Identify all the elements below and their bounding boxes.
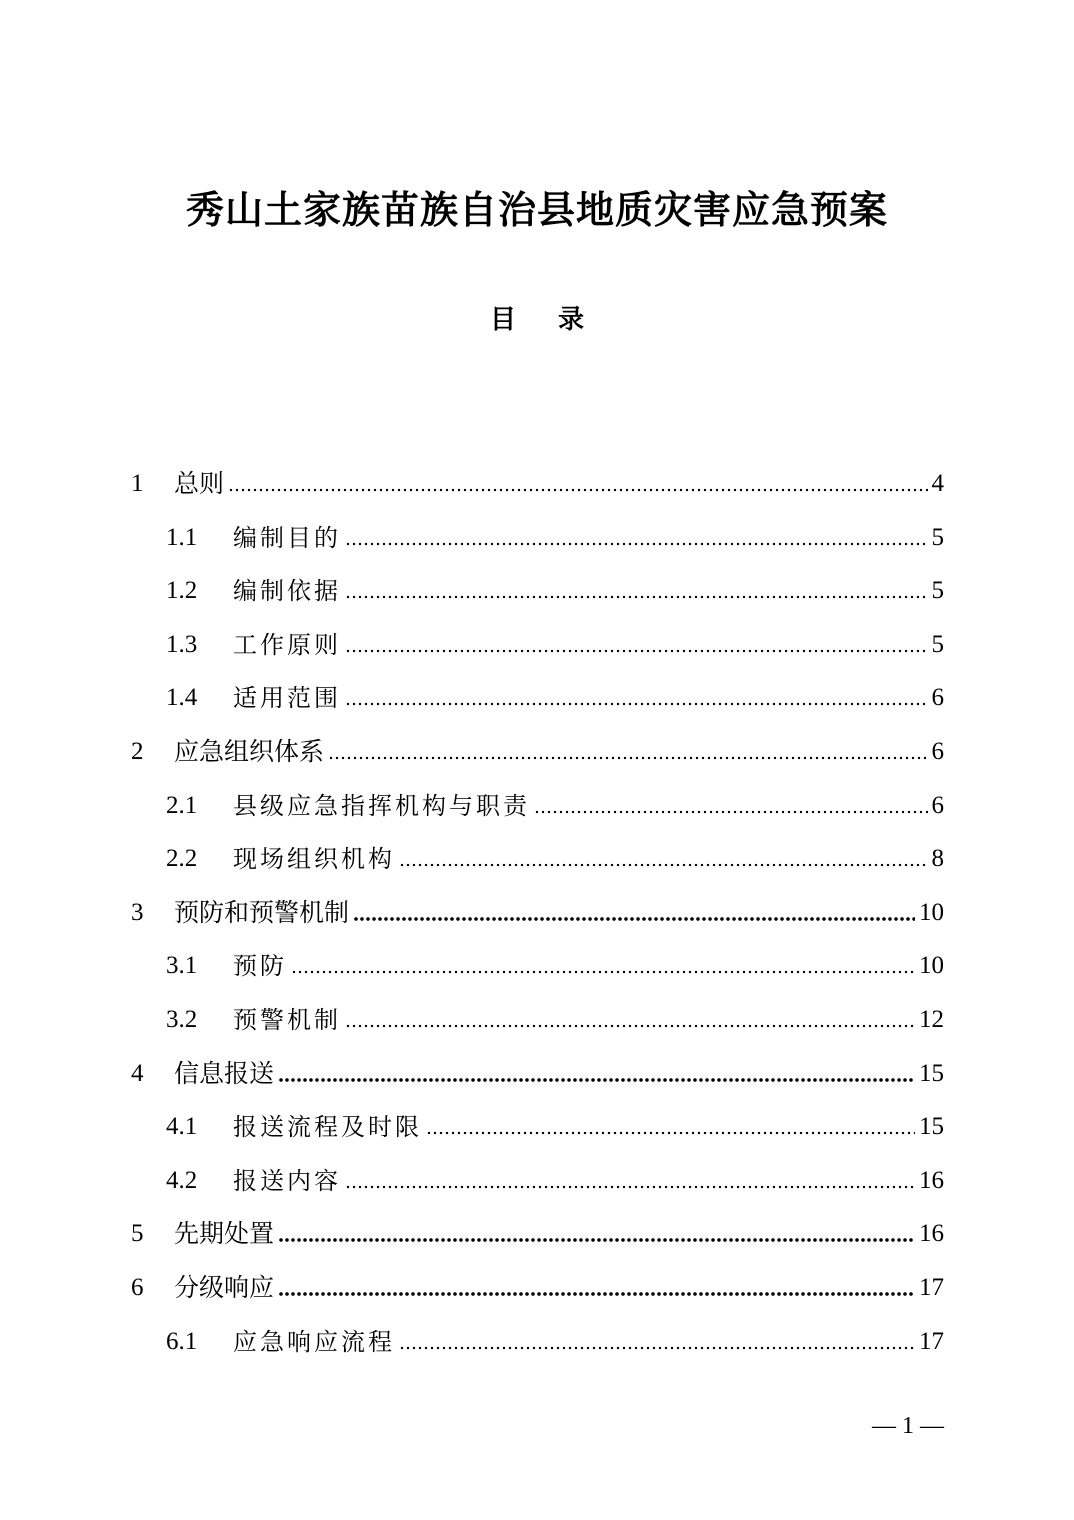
toc-entry-number: 1.4	[166, 684, 198, 712]
toc-entry-page: 5	[931, 630, 944, 658]
toc-entry-number: 1.1	[166, 523, 198, 551]
toc-entry-page: 17	[919, 1274, 944, 1301]
toc-entry-title: 信息报送	[174, 1058, 275, 1088]
toc-entry-page: 6	[931, 738, 944, 765]
toc-entry-number: 1.2	[166, 577, 198, 605]
toc-entry-title: 编制依据	[233, 577, 341, 606]
toc-entry-number: 1.3	[166, 630, 198, 658]
toc-entry-page: 10	[919, 898, 944, 926]
toc-entry-page: 4	[931, 470, 944, 497]
toc-dot-leader	[345, 1185, 915, 1189]
toc-entry-number: 3.1	[166, 952, 198, 980]
toc-entry-number: 4.2	[166, 1166, 198, 1194]
toc-entry-number: 6	[131, 1274, 144, 1301]
toc-entry[interactable]	[166, 942, 944, 982]
toc-entry-title: 应急组织体系	[174, 737, 325, 766]
toc-entry-title: 预防	[233, 952, 287, 981]
toc-entry[interactable]	[131, 728, 944, 768]
toc-dot-leader	[345, 542, 928, 546]
toc-entry[interactable]	[166, 782, 944, 822]
toc-dot-leader	[399, 863, 928, 867]
toc-entry-number: 2	[131, 738, 144, 765]
toc-dot-leader	[345, 649, 928, 653]
toc-entry-number: 5	[131, 1220, 144, 1248]
toc-entry-page: 17	[919, 1327, 944, 1355]
toc-entry-title: 县级应急指挥机构与职责	[233, 791, 530, 820]
toc-dot-leader	[345, 1024, 915, 1028]
toc-dot-leader	[228, 488, 927, 492]
toc-entry-page: 5	[931, 577, 944, 605]
toc-entry[interactable]	[166, 1318, 944, 1358]
toc-dot-leader	[278, 1238, 915, 1242]
document-title: 秀山土家族苗族自治县地质灾害应急预案	[185, 187, 888, 232]
toc-entry-title: 适用范围	[233, 684, 341, 713]
toc-entry-page: 6	[931, 684, 944, 712]
toc-entry[interactable]	[131, 1210, 944, 1250]
toc-dot-leader	[345, 702, 928, 706]
toc-dot-leader	[353, 917, 915, 921]
toc-entry-title: 预防和预警机制	[174, 897, 350, 927]
toc-dot-leader	[328, 756, 927, 760]
toc-entry-number: 4	[131, 1059, 144, 1087]
toc-entry[interactable]	[166, 1157, 944, 1197]
toc-entry-number: 3	[131, 898, 144, 926]
toc-entry-page: 5	[931, 523, 944, 551]
toc-entry-number: 2.1	[166, 791, 198, 819]
toc-dot-leader	[534, 810, 928, 814]
toc-entry-page: 16	[919, 1166, 944, 1194]
toc-entry-page: 12	[919, 1006, 944, 1033]
toc-entry-title: 分级响应	[174, 1273, 275, 1302]
toc-dot-leader	[399, 1346, 915, 1350]
toc-entry[interactable]	[166, 567, 944, 607]
toc-entry-number: 6.1	[166, 1327, 198, 1355]
toc-entry[interactable]	[131, 889, 944, 929]
toc-entry-number: 4.1	[166, 1113, 198, 1141]
toc-dot-leader	[291, 970, 915, 974]
toc-entry-title: 报送流程及时限	[233, 1113, 422, 1142]
toc-entry[interactable]	[131, 460, 944, 500]
toc-entry[interactable]	[166, 1103, 944, 1143]
toc-entry-title: 报送内容	[233, 1166, 341, 1195]
toc-entry-page: 16	[919, 1220, 944, 1248]
toc-entry-title: 工作原则	[233, 630, 341, 659]
toc-entry[interactable]	[166, 835, 944, 875]
toc-entry-title: 现场组织机构	[233, 845, 395, 874]
toc-entry[interactable]	[166, 514, 944, 554]
toc-entry[interactable]	[131, 1264, 944, 1304]
toc-entry-page: 6	[931, 791, 944, 819]
toc-entry-title: 应急响应流程	[233, 1327, 395, 1356]
toc-entry-page: 8	[931, 845, 944, 873]
toc-entry-title: 预警机制	[233, 1006, 341, 1034]
toc-dot-leader	[426, 1131, 915, 1135]
toc-entry[interactable]	[166, 996, 944, 1036]
page-number: — 1 —	[872, 1413, 944, 1439]
toc-heading: 目录	[489, 305, 626, 335]
toc-entry-number: 2.2	[166, 845, 198, 873]
toc-entry[interactable]	[166, 674, 944, 714]
toc-dot-leader	[278, 1078, 915, 1082]
toc-entry[interactable]	[166, 621, 944, 661]
toc-dot-leader	[278, 1292, 915, 1296]
toc-dot-leader	[345, 595, 928, 599]
toc-entry-title: 先期处置	[174, 1219, 275, 1249]
toc-entry-page: 15	[919, 1113, 944, 1141]
toc-entry[interactable]	[131, 1050, 944, 1090]
toc-entry-title: 总则	[174, 469, 225, 498]
toc-entry-title: 编制目的	[233, 523, 341, 552]
toc-entry-number: 1	[131, 470, 144, 497]
toc-entry-page: 15	[919, 1059, 944, 1087]
toc-entry-page: 10	[919, 952, 944, 980]
toc-entry-number: 3.2	[166, 1006, 198, 1033]
